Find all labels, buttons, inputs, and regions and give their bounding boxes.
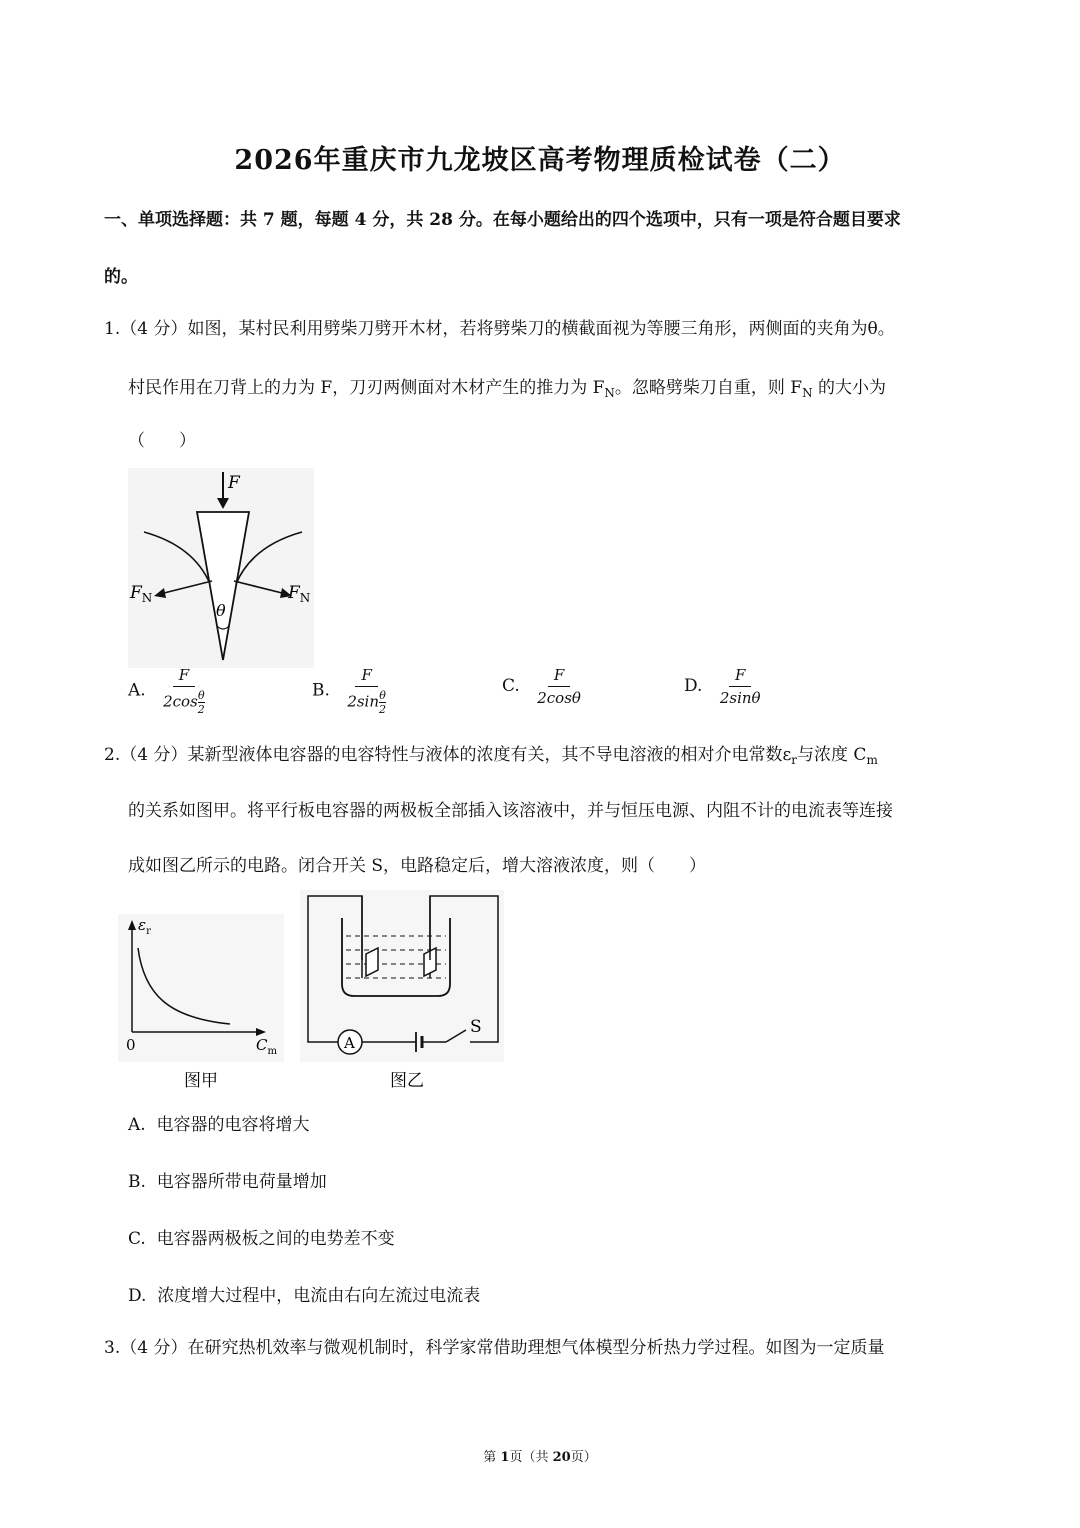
theta-label: θ <box>216 601 226 620</box>
page-number: 1 <box>500 1450 510 1465</box>
q1-option-c[interactable]: C. $\frac{F}{2\cos\theta}$ <box>502 666 581 707</box>
q1-line1 <box>104 319 895 339</box>
q1-option-b-fraction: F 2sin $\frac{\theta}{2}$ <box>347 666 387 716</box>
q1-option-d-fraction: $\frac{F}{2\sin\theta}$ <box>719 666 761 707</box>
q1-score: （4 分） <box>120 319 188 339</box>
q1-number: 1. <box>104 319 121 339</box>
force-FN-left-label: $F_N$ <box>130 583 153 605</box>
force-F-label: F <box>228 473 240 493</box>
q2-score: （4 分） <box>120 745 188 765</box>
q1-answer-bracket: （ ） <box>128 431 196 451</box>
q1-line2: 村民作用在刀背上的力为 F，刀刃两侧面对木材产生的推力为 $F_N$。忽略劈柴刀自重，则 $F_N$ 的大小为 <box>128 378 887 400</box>
origin-label: 0 <box>126 1036 136 1054</box>
q2-option-b[interactable]: B. 电容器所带电荷量增加 <box>128 1172 327 1192</box>
figure-caption-yi: 图乙 <box>390 1071 424 1091</box>
exam-title: 2026年重庆市九龙坡区高考物理质检试卷（二） <box>234 145 846 176</box>
figure-caption-jia: 图甲 <box>184 1071 218 1091</box>
q1-option-b[interactable]: B. F 2sin $\frac{\theta}{2}$ <box>312 666 387 716</box>
ammeter-label: A <box>344 1034 355 1052</box>
x-axis-label: $C_m$ <box>256 1036 277 1057</box>
q2-option-a[interactable]: A. 电容器的电容将增大 <box>128 1115 310 1135</box>
q2-circuit-figure <box>300 890 504 1094</box>
q1-option-a[interactable]: A. F 2cos $\frac{\theta}{2}$ <box>128 666 205 716</box>
q1-text-1: 如图，某村民利用劈柴刀劈开木材，若将劈柴刀的横截面视为等腰三角形，两侧面的夹角为θ。 <box>187 319 895 339</box>
q3-line1: 3.（4 分）在研究热机效率与微观机制时，科学家常借助理想气体模型分析热力学过程。如图为一定质量 <box>104 1338 885 1358</box>
q1-option-a-fraction: F 2cos $\frac{\theta}{2}$ <box>163 666 205 716</box>
q2-option-d[interactable]: D. 浓度增大过程中，电流由右向左流过电流表 <box>128 1286 481 1306</box>
y-axis-label: $\varepsilon_r$ <box>138 916 151 937</box>
force-FN-right-label: $F_N$ <box>288 583 311 605</box>
page-total: 20 <box>552 1450 571 1465</box>
q1-option-d[interactable]: D. $\frac{F}{2\sin\theta}$ <box>684 666 761 707</box>
section-heading-line2: 的。 <box>104 267 138 287</box>
q2-option-c[interactable]: C. 电容器两极板之间的电势差不变 <box>128 1229 395 1249</box>
page-footer: 第 1页（共 20页） <box>483 1450 597 1465</box>
q1-option-c-fraction: $\frac{F}{2\cos\theta}$ <box>537 666 581 707</box>
q2-line3: 成如图乙所示的电路。闭合开关 S，电路稳定后，增大溶液浓度，则（ ） <box>128 856 707 876</box>
q3-number: 3. <box>104 1338 121 1358</box>
q3-score: （4 分） <box>120 1338 188 1358</box>
q2-graph-figure <box>118 914 284 1094</box>
q2-line2: 的关系如图甲。将平行板电容器的两极板全部插入该溶液中，并与恒压电源、内阻不计的电流表等连接 <box>128 801 893 821</box>
q1-wedge-figure <box>128 468 314 668</box>
switch-label: S <box>470 1017 482 1037</box>
section-heading-line1: 一、单项选择题：共 7 题，每题 4 分，共 28 分。在每小题给出的四个选项中，只有一项是符合题目要求 <box>104 210 901 230</box>
q2-line1: 2.（4 分）某新型液体电容器的电容特性与液体的浓度有关，其不导电溶液的相对介电常数$\varepsilon_r$与浓度 $C_m$ <box>104 745 878 767</box>
q2-number: 2. <box>104 745 121 765</box>
